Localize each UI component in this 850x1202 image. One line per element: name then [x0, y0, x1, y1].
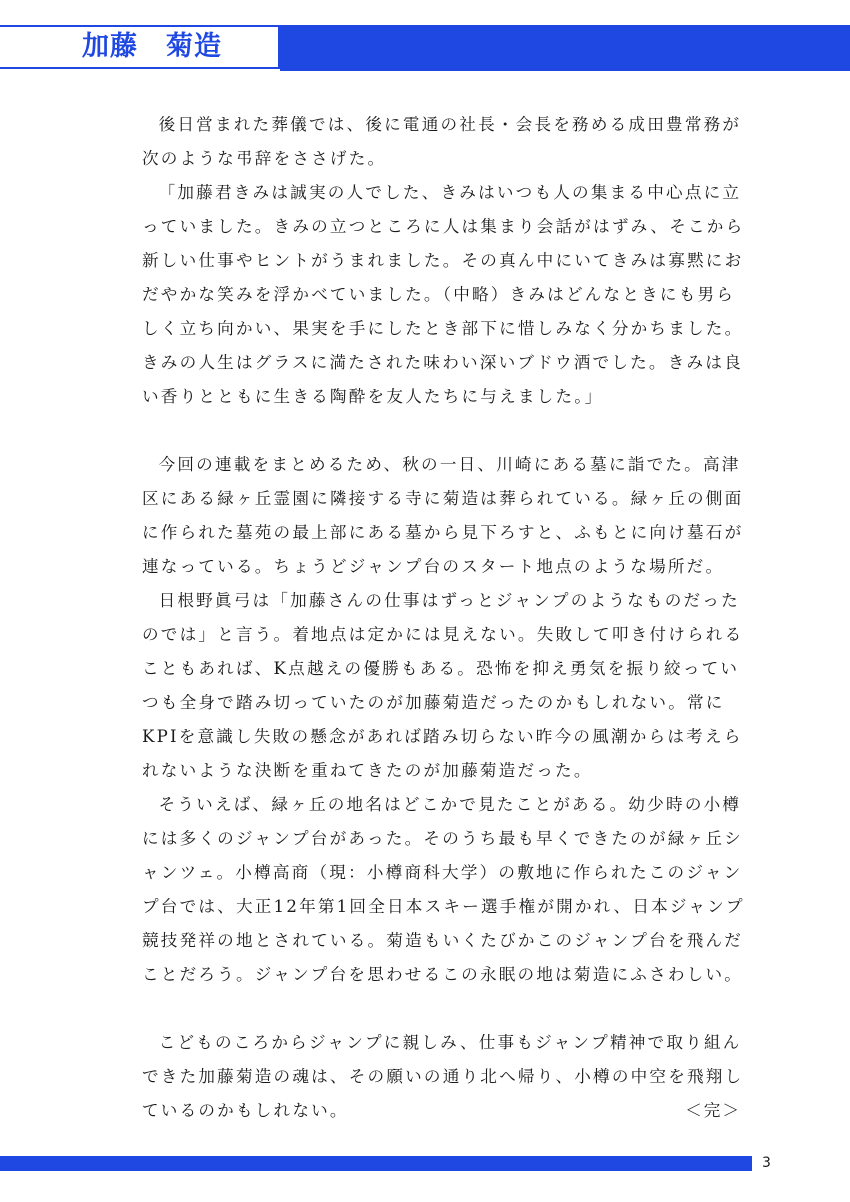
- page-number: 3: [762, 1155, 771, 1171]
- header-accent-bar: [280, 25, 850, 71]
- section-gap: [142, 414, 747, 448]
- paragraph-grave-visit: 今回の連載をまとめるため、秋の一日、川崎にある墓に詣でた。高津区にある緑ヶ丘霊園に隣接する寺に菊造は葬られている。緑ヶ丘の側面に作られた墓苑の最上部にある墓から見下ろすと、ふもとに向け墓石が連なっている。ちょうどジャンプ台のスタート地点のような場所だ。: [142, 455, 744, 576]
- end-mark: ＜完＞: [685, 1101, 741, 1120]
- paragraph-funeral: 後日営まれた葬儀では、後に電通の社長・会長を務める成田豊常務が次のような弔辞をささげた。: [142, 115, 742, 168]
- footer-accent-bar: [0, 1156, 752, 1171]
- article-body: [142, 108, 747, 1128]
- paragraph-eulogy-quote: 「加藤君きみは誠実の人でした、きみはいつも人の集まる中心点に立っていました。きみの立つところに人は集まり会話がはずみ、そこから新しい仕事やヒントがうまれました。その真ん中にいてきみは寡黙におだやかな笑みを浮かべていました。（中略）きみはどんなときにも男らしく立ち向かい、果実を手にしたとき部下に惜しみなく分かちました。きみの人生はグラスに満たされた味わい深いブドウ酒でした。きみは良い香りとともに生きる陶酔を友人たちに与えました。」: [142, 183, 745, 406]
- paragraph-midorigaoka: そういえば、緑ヶ丘の地名はどこかで見たことがある。幼少時の小樽には多くのジャンプ台があった。そのうち最も早くできたのが緑ヶ丘シャンツェ。小樽高商（現：小樽商科大学）の敷地に作られたこのジャンプ台では、大正12年第1回全日本スキー選手権が開かれ、日本ジャンプ競技発祥の地とされている。菊造もいくたびかこのジャンプ台を飛んだことだろう。ジャンプ台を思わせるこの永眠の地は菊造にふさわしい。: [142, 795, 745, 984]
- page-title: 加藤 菊造: [82, 31, 222, 62]
- paragraph-jump-metaphor: 日根野眞弓は「加藤さんの仕事はずっとジャンプのようなものだったのでは」と言う。着地点は定かには見えない。失敗して叩き付けられることもあれば、K点越えの優勝もある。恐怖を抑え勇気を振り絞っていつも全身で踏み切っていたのが加藤菊造だったのかもしれない。常にKPIを意識し失敗の懸念があれば踏み切らない昨今の風潮からは考えられないような決断を重ねてきたのが加藤菊造だった。: [142, 591, 744, 780]
- page-header: [0, 25, 850, 71]
- section-gap: [142, 992, 747, 1026]
- paragraph-closing: こどものころからジャンプに親しみ、仕事もジャンプ精神で取り組んできた加藤菊造の魂は、その願いの通り北へ帰り、小樽の中空を飛翔しているのかもしれない。: [142, 1033, 744, 1120]
